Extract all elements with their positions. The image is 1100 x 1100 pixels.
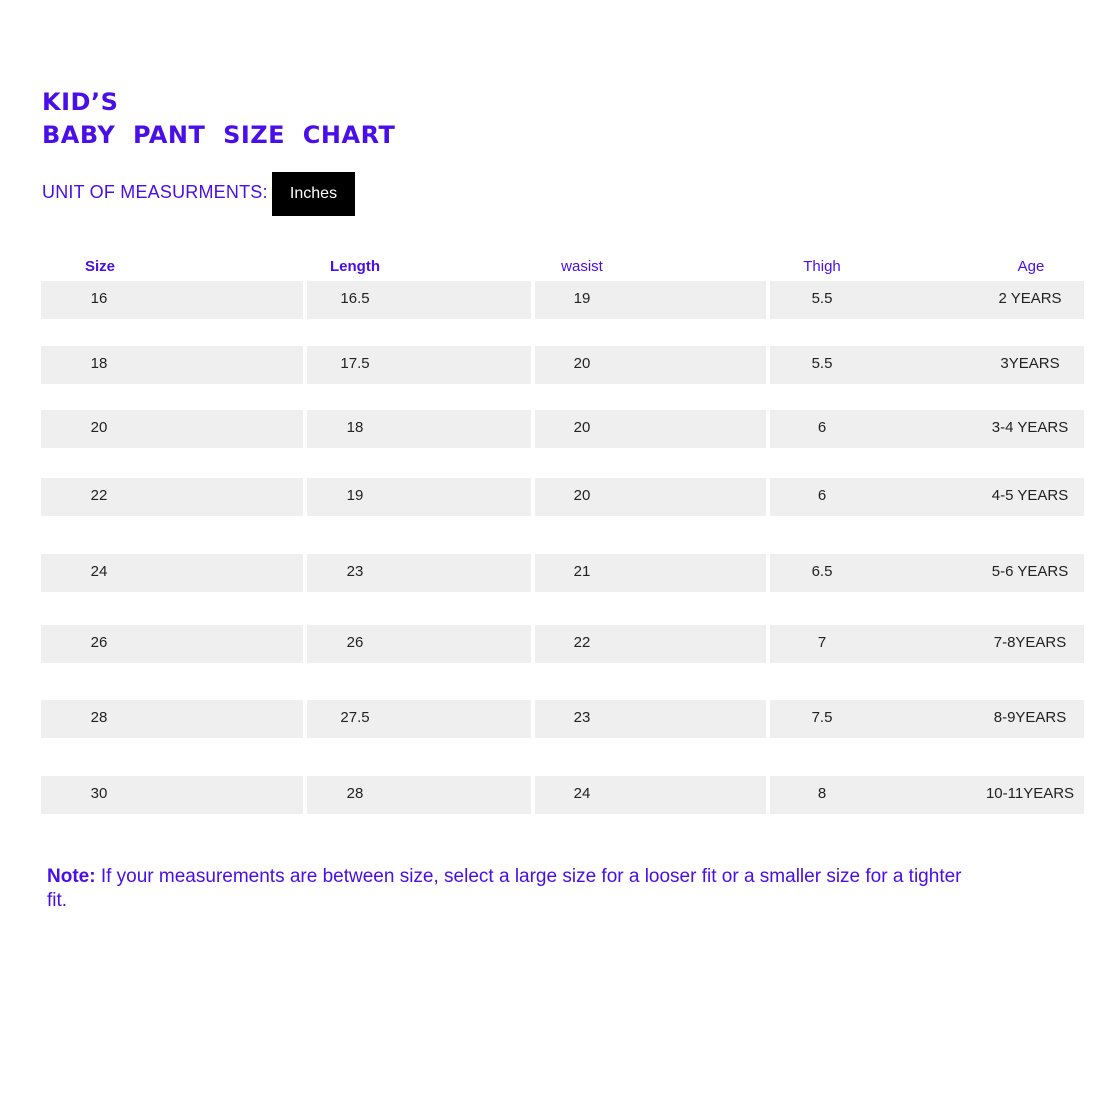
cell-waist: 20 xyxy=(573,355,591,372)
note-label: Note: xyxy=(47,866,96,887)
cell-age: 5-6 YEARS xyxy=(991,563,1069,580)
table-row xyxy=(0,776,1100,814)
cell-age: 8-9YEARS xyxy=(993,709,1067,726)
cell-thigh: 5.5 xyxy=(811,290,833,307)
col-header-size: Size xyxy=(84,258,116,275)
table-cell-bg xyxy=(41,281,303,319)
cell-age: 3-4 YEARS xyxy=(991,419,1069,436)
cell-waist: 21 xyxy=(573,563,591,580)
cell-length: 23 xyxy=(346,563,364,580)
cell-waist: 20 xyxy=(573,487,591,504)
table-cell-bg xyxy=(41,625,303,663)
table-cell-bg xyxy=(535,281,766,319)
table-row xyxy=(0,281,1100,319)
table-cell-bg xyxy=(307,554,531,592)
cell-size: 16 xyxy=(90,290,108,307)
table-cell-bg xyxy=(535,478,766,516)
cell-thigh: 6 xyxy=(817,487,827,504)
table-cell-bg xyxy=(41,554,303,592)
cell-length: 26 xyxy=(346,634,364,651)
table-cell-bg xyxy=(535,554,766,592)
cell-waist: 19 xyxy=(573,290,591,307)
title-line-2: BABY PANT SIZE CHART xyxy=(42,121,396,149)
note-text: If your measurements are between size, select a large size for a looser fit or a smaller size for a tighter fit. xyxy=(47,866,962,911)
col-header-length: Length xyxy=(330,258,380,275)
cell-thigh: 6.5 xyxy=(811,563,833,580)
table-cell-bg xyxy=(307,776,531,814)
unit-label: UNIT OF MEASURMENTS: xyxy=(42,182,268,202)
cell-waist: 23 xyxy=(573,709,591,726)
fit-note xyxy=(47,865,967,913)
table-row xyxy=(0,700,1100,738)
cell-size: 22 xyxy=(90,487,108,504)
unit-badge: Inches xyxy=(272,172,355,216)
cell-length: 17.5 xyxy=(340,355,370,372)
cell-thigh: 7.5 xyxy=(811,709,833,726)
table-cell-bg xyxy=(307,625,531,663)
table-cell-bg xyxy=(535,410,766,448)
cell-age: 4-5 YEARS xyxy=(991,487,1069,504)
col-header-waist: wasist xyxy=(561,258,603,275)
table-cell-bg xyxy=(41,776,303,814)
cell-length: 19 xyxy=(346,487,364,504)
table-row xyxy=(0,625,1100,663)
cell-size: 28 xyxy=(90,709,108,726)
cell-waist: 22 xyxy=(573,634,591,651)
table-cell-bg xyxy=(307,410,531,448)
cell-size: 30 xyxy=(90,785,108,802)
table-row xyxy=(0,554,1100,592)
table-cell-bg xyxy=(41,410,303,448)
cell-thigh: 6 xyxy=(817,419,827,436)
cell-length: 18 xyxy=(346,419,364,436)
cell-age: 2 YEARS xyxy=(998,290,1062,307)
cell-thigh: 5.5 xyxy=(811,355,833,372)
table-cell-bg xyxy=(535,700,766,738)
cell-thigh: 7 xyxy=(817,634,827,651)
cell-size: 18 xyxy=(90,355,108,372)
page-title xyxy=(42,86,395,152)
table-row xyxy=(0,478,1100,516)
cell-waist: 20 xyxy=(573,419,591,436)
table-cell-bg xyxy=(535,346,766,384)
cell-thigh: 8 xyxy=(817,785,827,802)
cell-size: 24 xyxy=(90,563,108,580)
cell-age: 3YEARS xyxy=(1000,355,1060,372)
cell-waist: 24 xyxy=(573,785,591,802)
table-cell-bg xyxy=(41,700,303,738)
cell-size: 20 xyxy=(90,419,108,436)
cell-age: 10-11YEARS xyxy=(985,785,1075,802)
cell-age: 7-8YEARS xyxy=(993,634,1067,651)
table-cell-bg xyxy=(307,478,531,516)
cell-length: 16.5 xyxy=(340,290,370,307)
col-header-age: Age xyxy=(1017,258,1045,275)
cell-length: 28 xyxy=(346,785,364,802)
col-header-thigh: Thigh xyxy=(803,258,841,275)
table-cell-bg xyxy=(535,776,766,814)
title-line-1: KID’S xyxy=(42,88,119,116)
cell-size: 26 xyxy=(90,634,108,651)
table-row xyxy=(0,410,1100,448)
table-row xyxy=(0,346,1100,384)
table-cell-bg xyxy=(41,346,303,384)
table-cell-bg xyxy=(535,625,766,663)
table-cell-bg xyxy=(41,478,303,516)
cell-length: 27.5 xyxy=(340,709,370,726)
